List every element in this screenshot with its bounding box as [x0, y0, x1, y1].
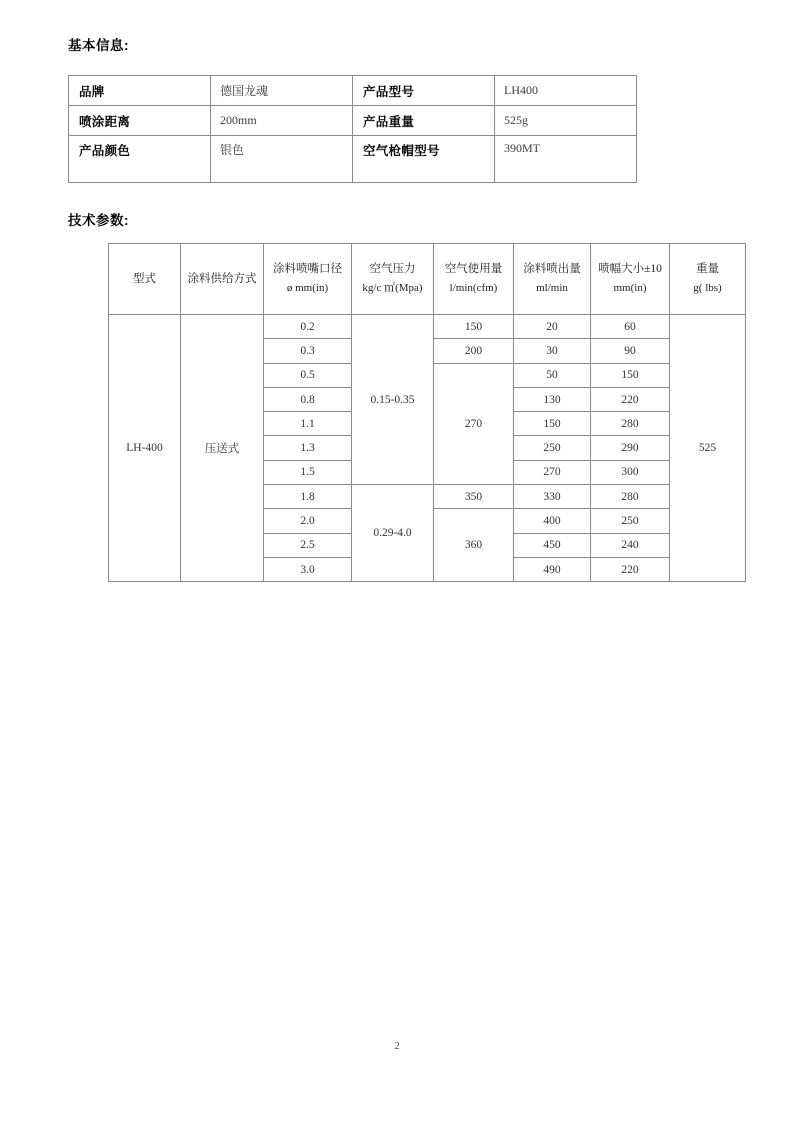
basic-value-weight: 525g [495, 106, 637, 136]
basic-info-heading: 基本信息: [68, 38, 129, 53]
tech-cell-output: 400 [514, 509, 591, 533]
tech-cell-pattern: 250 [591, 509, 670, 533]
header-line-1: 型式 [133, 272, 156, 285]
basic-label-air-cap-model: 空气枪帽型号 [353, 136, 495, 183]
tech-cell-pattern: 280 [591, 485, 670, 509]
tech-cell-supply: 压送式 [181, 315, 264, 582]
tech-cell-output: 450 [514, 533, 591, 557]
tech-params-heading: 技术参数: [68, 213, 129, 228]
tech-cell-weight: 525 [670, 315, 746, 582]
tech-cell-nozzle: 0.5 [264, 363, 352, 387]
tech-cell-airuse-group-4: 350 [434, 485, 514, 509]
tech-col-header-paint-output [514, 244, 591, 315]
tech-header-row [109, 244, 746, 315]
header-line-1: 重量 [696, 263, 719, 276]
tech-cell-pressure-group-2: 0.29-4.0 [352, 485, 434, 582]
tech-cell-pattern: 290 [591, 436, 670, 460]
tech-col-header-pattern-width [591, 244, 670, 315]
tech-cell-nozzle: 1.3 [264, 436, 352, 460]
basic-label-weight: 产品重量 [353, 106, 495, 136]
tech-cell-output: 250 [514, 436, 591, 460]
tech-cell-nozzle: 2.0 [264, 509, 352, 533]
tech-cell-nozzle: 1.5 [264, 460, 352, 484]
tech-cell-nozzle: 1.8 [264, 485, 352, 509]
header-line-1: 涂料喷出量 [523, 263, 581, 276]
tech-cell-nozzle: 3.0 [264, 557, 352, 581]
header-line-2: l/min(cfm) [449, 282, 498, 295]
tech-cell-output: 30 [514, 339, 591, 363]
tech-cell-pattern: 90 [591, 339, 670, 363]
tech-col-header-weight [670, 244, 746, 315]
tech-cell-output: 490 [514, 557, 591, 581]
header-line-1: 空气使用量 [444, 263, 503, 276]
tech-params-table [108, 243, 746, 582]
tech-col-header-air-consumption [434, 244, 514, 315]
tech-cell-pattern: 280 [591, 412, 670, 436]
header-line-1: 涂料供给方式 [187, 272, 257, 285]
page-number: 2 [394, 1040, 400, 1052]
tech-cell-pressure-group-1: 0.15-0.35 [352, 315, 434, 485]
header-line-2: mm(in) [613, 282, 647, 295]
table-row [69, 136, 637, 183]
basic-label-brand: 品牌 [69, 76, 211, 106]
tech-cell-nozzle: 0.8 [264, 387, 352, 411]
tech-cell-pattern: 150 [591, 363, 670, 387]
tech-cell-pattern: 220 [591, 557, 670, 581]
header-line-1: 喷幅大小±10 [598, 263, 662, 276]
basic-value-model: LH400 [495, 76, 637, 106]
header-line-1: 空气压力 [369, 263, 416, 276]
basic-value-spray-distance: 200mm [211, 106, 353, 136]
table-row [69, 76, 637, 106]
tech-cell-output: 150 [514, 412, 591, 436]
tech-cell-nozzle: 2.5 [264, 533, 352, 557]
tech-col-header-air-pressure [352, 244, 434, 315]
basic-label-model: 产品型号 [353, 76, 495, 106]
tech-cell-nozzle: 0.2 [264, 315, 352, 339]
tech-cell-airuse-group-5: 360 [434, 509, 514, 582]
tech-cell-nozzle: 0.3 [264, 339, 352, 363]
tech-cell-pattern: 240 [591, 533, 670, 557]
tech-cell-nozzle: 1.1 [264, 412, 352, 436]
basic-label-color: 产品颜色 [69, 136, 211, 183]
tech-cell-output: 20 [514, 315, 591, 339]
header-line-2: ø mm(in) [286, 282, 329, 295]
tech-cell-output: 130 [514, 387, 591, 411]
tech-cell-output: 270 [514, 460, 591, 484]
basic-value-air-cap-model: 390MT [495, 136, 637, 183]
table-row [109, 315, 746, 339]
basic-value-brand: 德国龙魂 [211, 76, 353, 106]
tech-cell-airuse-group-3: 270 [434, 363, 514, 484]
tech-cell-pattern: 60 [591, 315, 670, 339]
tech-cell-airuse-group-1: 150 [434, 315, 514, 339]
tech-col-header-nozzle-diameter [264, 244, 352, 315]
basic-info-table [68, 75, 637, 183]
basic-label-spray-distance: 喷涂距离 [69, 106, 211, 136]
header-line-2: g( lbs) [693, 282, 722, 295]
tech-col-header-supply-method [181, 244, 264, 315]
tech-cell-pattern: 220 [591, 387, 670, 411]
basic-value-color: 银色 [211, 136, 353, 183]
tech-cell-output: 50 [514, 363, 591, 387]
header-line-1: 涂料喷嘴口径 [273, 263, 342, 276]
table-row [69, 106, 637, 136]
tech-cell-airuse-group-2: 200 [434, 339, 514, 363]
tech-cell-pattern: 300 [591, 460, 670, 484]
tech-col-header-model [109, 244, 181, 315]
tech-cell-model: LH-400 [109, 315, 181, 582]
tech-cell-output: 330 [514, 485, 591, 509]
header-line-2: kg/c ㎡(Mpa) [362, 282, 423, 295]
header-line-2: ml/min [536, 282, 568, 295]
